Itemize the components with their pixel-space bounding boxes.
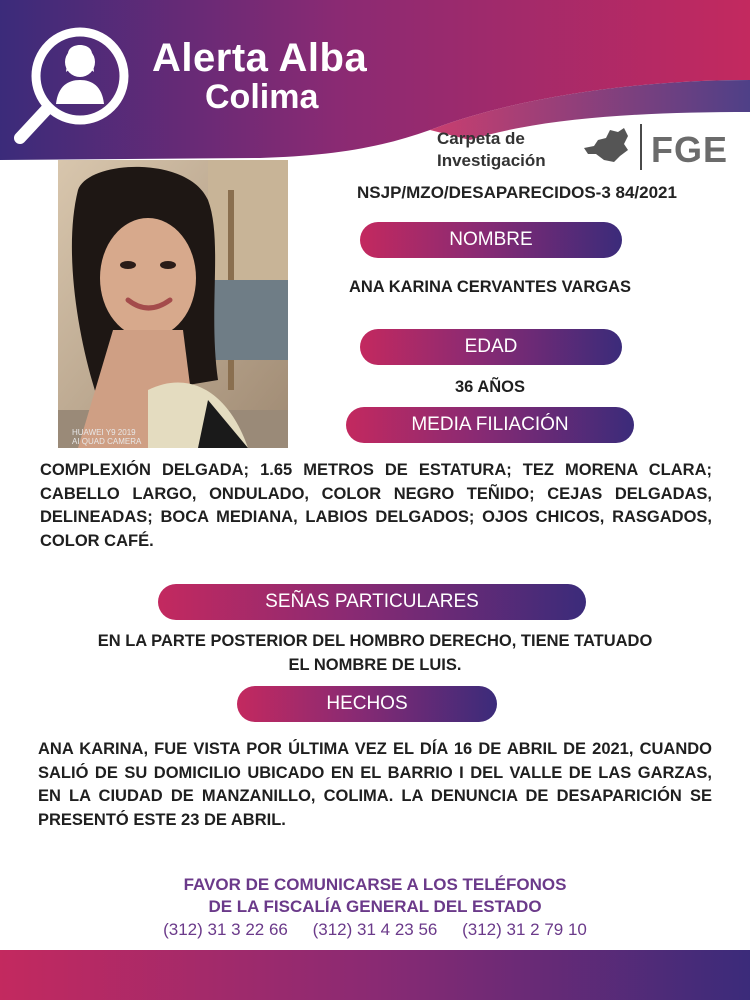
hechos-label: HECHOS [237, 686, 497, 722]
contact-line-2: DE LA FISCALÍA GENERAL DEL ESTADO [208, 897, 542, 916]
nombre-value: ANA KARINA CERVANTES VARGAS [348, 278, 632, 296]
fge-divider [640, 124, 642, 170]
footer-band [0, 950, 750, 1000]
brand-subtitle: Colima [205, 78, 319, 116]
edad-value: 36 AÑOS [455, 378, 525, 396]
senas-line-2: EL NOMBRE DE LUIS. [288, 656, 462, 674]
senas-label: SEÑAS PARTICULARES [158, 584, 586, 620]
senas-line-1: EN LA PARTE POSTERIOR DEL HOMBRO DERECHO, TIENE TATUADO [97, 632, 653, 650]
colima-map-icon [580, 126, 632, 166]
hechos-text: ANA KARINA, FUE VISTA POR ÚLTIMA VEZ EL DÍA 16 DE ABRIL DE 2021, CUANDO SALIÓ DE SU DOMICILIO UBICADO EN EL BARRIO I DEL VALLE DE LAS GARZAS, EN LA CIUDAD DE MANZANILLO, COLIMA. LA DENUNCIA DE DESAPARICIÓN SE PRESENTÓ ESTE 23 DE ABRIL. [38, 740, 712, 829]
senas-text [30, 629, 720, 677]
search-person-icon [8, 18, 138, 148]
missing-person-photo [58, 160, 288, 448]
filiacion-label: MEDIA FILIACIÓN [346, 407, 634, 443]
case-number: NSJP/MZO/DESAPARECIDOS-3 84/2021 [357, 183, 677, 202]
carpeta-label [437, 128, 546, 172]
nombre-label: NOMBRE [360, 222, 622, 258]
brand-title: Alerta Alba [152, 36, 368, 80]
photo-watermark: HUAWEI Y9 2019 AI QUAD CAMERA [72, 428, 142, 446]
filiacion-text: COMPLEXIÓN DELGADA; 1.65 METROS DE ESTATURA; TEZ MORENA CLARA; CABELLO LARGO, ONDULADO, COLOR NEGRO TEÑIDO; CEJAS DELGADAS, DELINEADAS; BOCA MEDIANA, LABIOS DELGADOS; OJOS CHICOS, RASGADOS, COLOR CAFÉ. [40, 461, 712, 550]
phone-list [80, 920, 670, 940]
phone-number[interactable]: (312) 31 2 79 10 [462, 920, 587, 939]
carpeta-line-1: Carpeta de [437, 129, 525, 148]
contact-line-1: FAVOR DE COMUNICARSE A LOS TELÉFONOS [183, 875, 567, 894]
phone-number[interactable]: (312) 31 4 23 56 [312, 920, 438, 939]
fge-logo: FGE [651, 129, 729, 170]
carpeta-line-2: Investigación [437, 151, 546, 170]
edad-label: EDAD [360, 329, 622, 365]
phone-number[interactable]: (312) 31 3 22 66 [163, 920, 288, 939]
